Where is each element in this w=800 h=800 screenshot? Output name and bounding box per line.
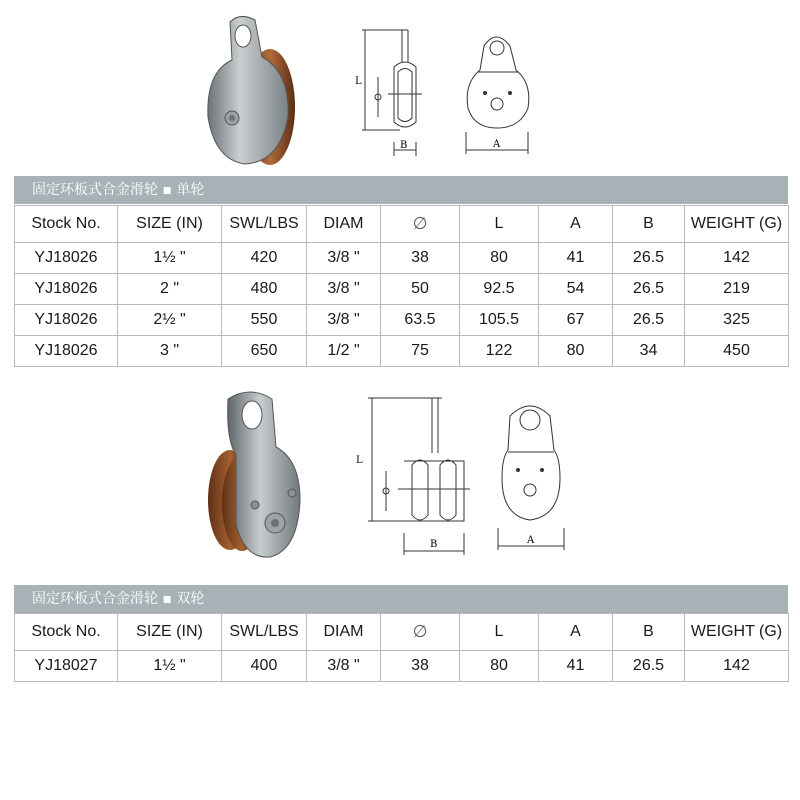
- cell-b: 26.5: [613, 651, 685, 682]
- header-stock-no: Stock No.: [15, 206, 118, 243]
- cell-a: 80: [539, 336, 613, 367]
- cell-a: 41: [539, 243, 613, 274]
- single-pulley-side-diagram: [350, 22, 430, 162]
- cell-diam: 1/2 ": [307, 336, 381, 367]
- cell-swl: 400: [222, 651, 307, 682]
- cell-weight: 325: [685, 305, 789, 336]
- table-row: [15, 651, 789, 682]
- cell-size: 2½ ": [118, 305, 222, 336]
- cell-diameter: 75: [381, 336, 460, 367]
- cell-stock-no: YJ18026: [15, 243, 118, 274]
- header-diam: DIAM: [307, 206, 381, 243]
- header-diameter-icon: ∅: [381, 614, 460, 651]
- cell-diameter: 50: [381, 274, 460, 305]
- cell-a: 67: [539, 305, 613, 336]
- cell-b: 26.5: [613, 305, 685, 336]
- cell-l: 122: [460, 336, 539, 367]
- cell-weight: 142: [685, 243, 789, 274]
- cell-diam: 3/8 ": [307, 243, 381, 274]
- double-pulley-photo: [200, 385, 315, 570]
- cell-a: 41: [539, 651, 613, 682]
- header-swl: SWL/LBS: [222, 614, 307, 651]
- table-row: [15, 305, 789, 336]
- table-row: [15, 274, 789, 305]
- cell-l: 105.5: [460, 305, 539, 336]
- double-pulley-spec-table: [14, 613, 789, 682]
- cell-swl: 480: [222, 274, 307, 305]
- cell-size: 2 ": [118, 274, 222, 305]
- single-pulley-spec-table: [14, 205, 789, 367]
- single-diagram-label-b: B: [400, 140, 408, 151]
- double-diagram-label-b: B: [430, 539, 438, 550]
- header-b: B: [613, 206, 685, 243]
- single-diagram-label-l: L: [355, 76, 362, 87]
- cell-swl: 420: [222, 243, 307, 274]
- header-swl: SWL/LBS: [222, 206, 307, 243]
- cell-size: 1½ ": [118, 651, 222, 682]
- cell-size: 1½ ": [118, 243, 222, 274]
- header-a: A: [539, 206, 613, 243]
- cell-diam: 3/8 ": [307, 305, 381, 336]
- double-diagram-label-a: A: [527, 535, 535, 546]
- double-pulley-front-diagram: [490, 398, 575, 558]
- cell-size: 3 ": [118, 336, 222, 367]
- cell-diam: 3/8 ": [307, 651, 381, 682]
- cell-swl: 550: [222, 305, 307, 336]
- cell-stock-no: YJ18026: [15, 305, 118, 336]
- cell-diameter: 63.5: [381, 305, 460, 336]
- header-b: B: [613, 614, 685, 651]
- cell-diameter: 38: [381, 243, 460, 274]
- header-stock-no: Stock No.: [15, 614, 118, 651]
- cell-weight: 450: [685, 336, 789, 367]
- table-header-row: [15, 206, 789, 243]
- single-pulley-front-diagram: [460, 28, 540, 163]
- cell-l: 92.5: [460, 274, 539, 305]
- cell-b: 34: [613, 336, 685, 367]
- double-pulley-side-diagram: [352, 393, 472, 563]
- header-a: A: [539, 614, 613, 651]
- cell-stock-no: YJ18026: [15, 336, 118, 367]
- cell-b: 26.5: [613, 243, 685, 274]
- header-size: SIZE (IN): [118, 614, 222, 651]
- cell-swl: 650: [222, 336, 307, 367]
- single-pulley-section-title: 固定环板式合金滑轮 ▪ 单轮: [14, 176, 788, 204]
- table-row: [15, 243, 789, 274]
- single-diagram-label-a: A: [493, 139, 501, 150]
- cell-diam: 3/8 ": [307, 274, 381, 305]
- cell-stock-no: YJ18027: [15, 651, 118, 682]
- cell-b: 26.5: [613, 274, 685, 305]
- cell-a: 54: [539, 274, 613, 305]
- cell-weight: 142: [685, 651, 789, 682]
- cell-stock-no: YJ18026: [15, 274, 118, 305]
- cell-l: 80: [460, 243, 539, 274]
- single-pulley-photo: [200, 12, 310, 172]
- table-row: [15, 336, 789, 367]
- cell-l: 80: [460, 651, 539, 682]
- header-l: L: [460, 614, 539, 651]
- table-header-row: [15, 614, 789, 651]
- header-l: L: [460, 206, 539, 243]
- header-weight: WEIGHT (G): [685, 206, 789, 243]
- cell-weight: 219: [685, 274, 789, 305]
- header-size: SIZE (IN): [118, 206, 222, 243]
- header-weight: WEIGHT (G): [685, 614, 789, 651]
- double-diagram-label-l: L: [356, 455, 363, 466]
- header-diam: DIAM: [307, 614, 381, 651]
- cell-diameter: 38: [381, 651, 460, 682]
- double-pulley-section-title: 固定环板式合金滑轮 ▪ 双轮: [14, 585, 788, 613]
- header-diameter-icon: ∅: [381, 206, 460, 243]
